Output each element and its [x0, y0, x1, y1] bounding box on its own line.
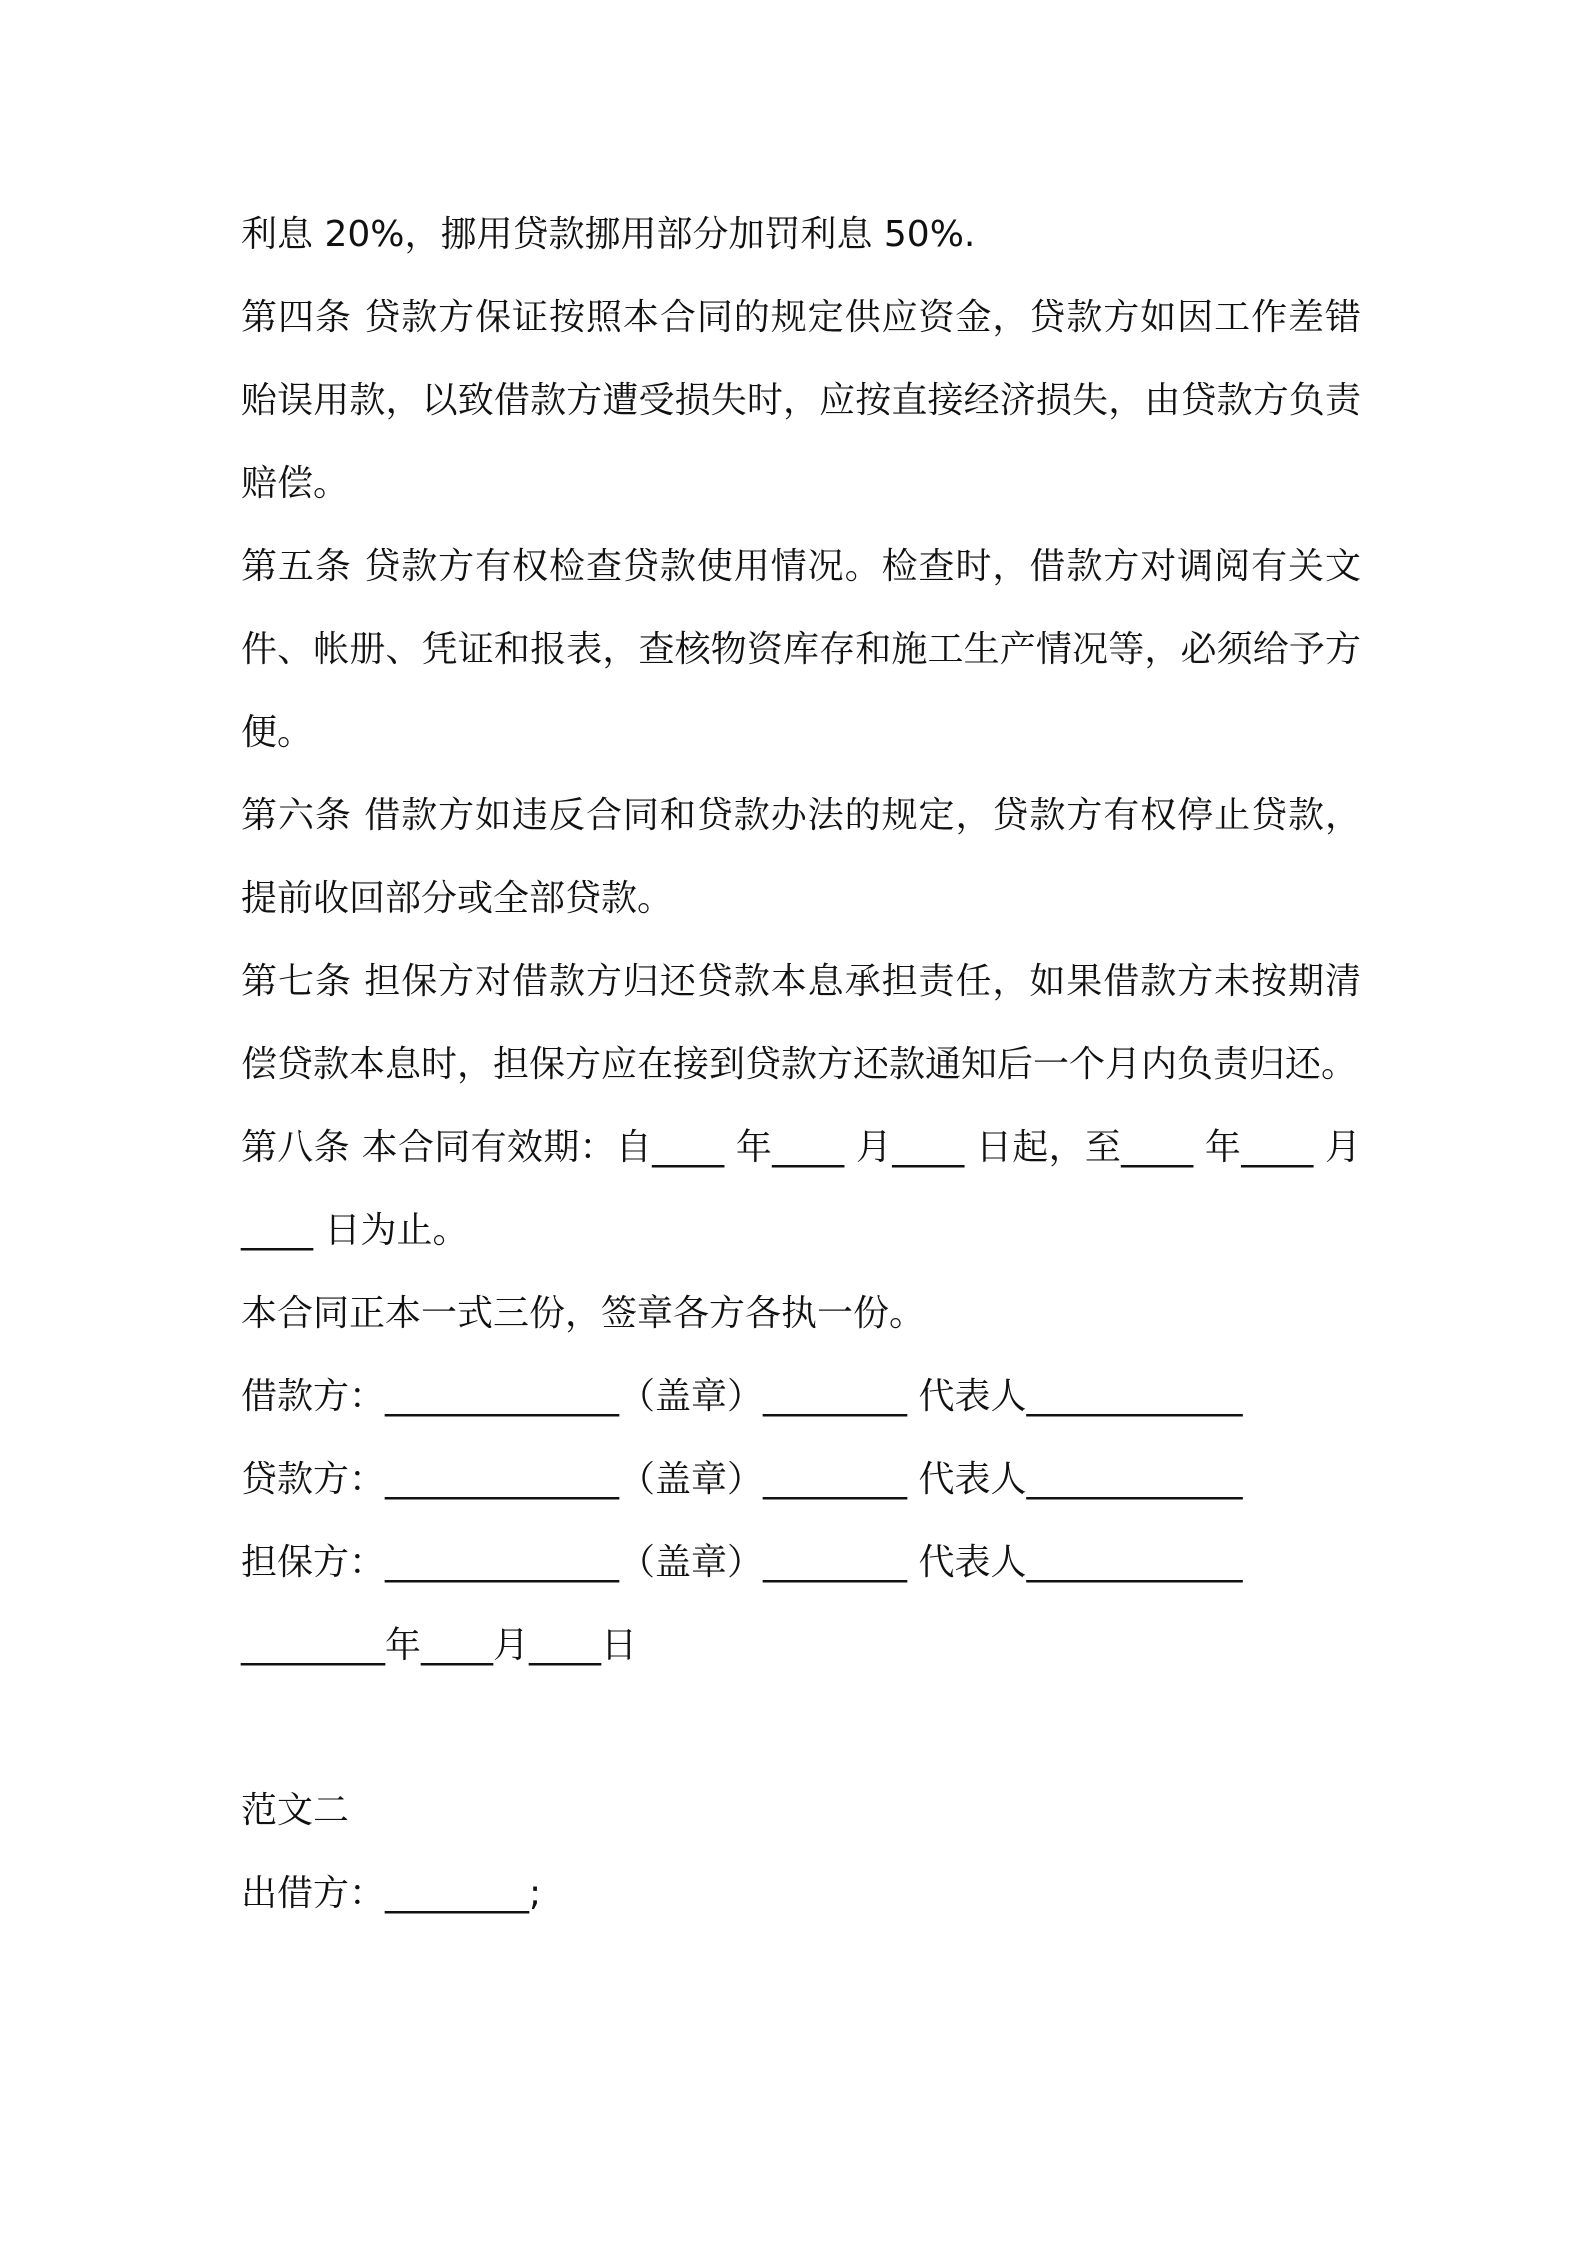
clause-5: 第五条 贷款方有权检查贷款使用情况。检查时，借款方对调阅有关文件、帐册、凭证和报表，查核物资库存和施工生产情况等，必须给予方便。	[241, 546, 1361, 753]
copies-statement: 本合同正本一式三份，签章各方各执一份。	[241, 1293, 926, 1334]
signature-borrower: 借款方：_____________（盖章）________ 代表人____________	[241, 1376, 1243, 1417]
document-body	[241, 193, 1361, 1935]
clause-6: 第六条 借款方如违反合同和贷款办法的规定，贷款方有权停止贷款，提前收回部分或全部贷款。	[241, 795, 1361, 919]
signature-date: ________年____月____日	[241, 1625, 638, 1666]
section-spacer	[241, 1687, 1361, 1769]
signature-lender: 贷款方：_____________（盖章）________ 代表人____________	[241, 1459, 1243, 1500]
section-title: 范文二	[241, 1790, 350, 1831]
clause-8-validity: 第八条 本合同有效期：自____ 年____ 月____ 日起，至____ 年____ 月____ 日为止。	[241, 1127, 1361, 1251]
lender-line: 出借方：________;	[241, 1873, 542, 1914]
clause-interest-penalty: 利息 20%，挪用贷款挪用部分加罚利息 50%.	[241, 214, 976, 255]
clause-4: 第四条 贷款方保证按照本合同的规定供应资金，贷款方如因工作差错贻误用款，以致借款方遭受损失时，应按直接经济损失，由贷款方负责赔偿。	[241, 297, 1361, 504]
clause-7: 第七条 担保方对借款方归还贷款本息承担责任，如果借款方未按期清偿贷款本息时，担保方应在接到贷款方还款通知后一个月内负责归还。	[241, 961, 1361, 1085]
signature-guarantor: 担保方：_____________（盖章）________ 代表人____________	[241, 1542, 1243, 1583]
